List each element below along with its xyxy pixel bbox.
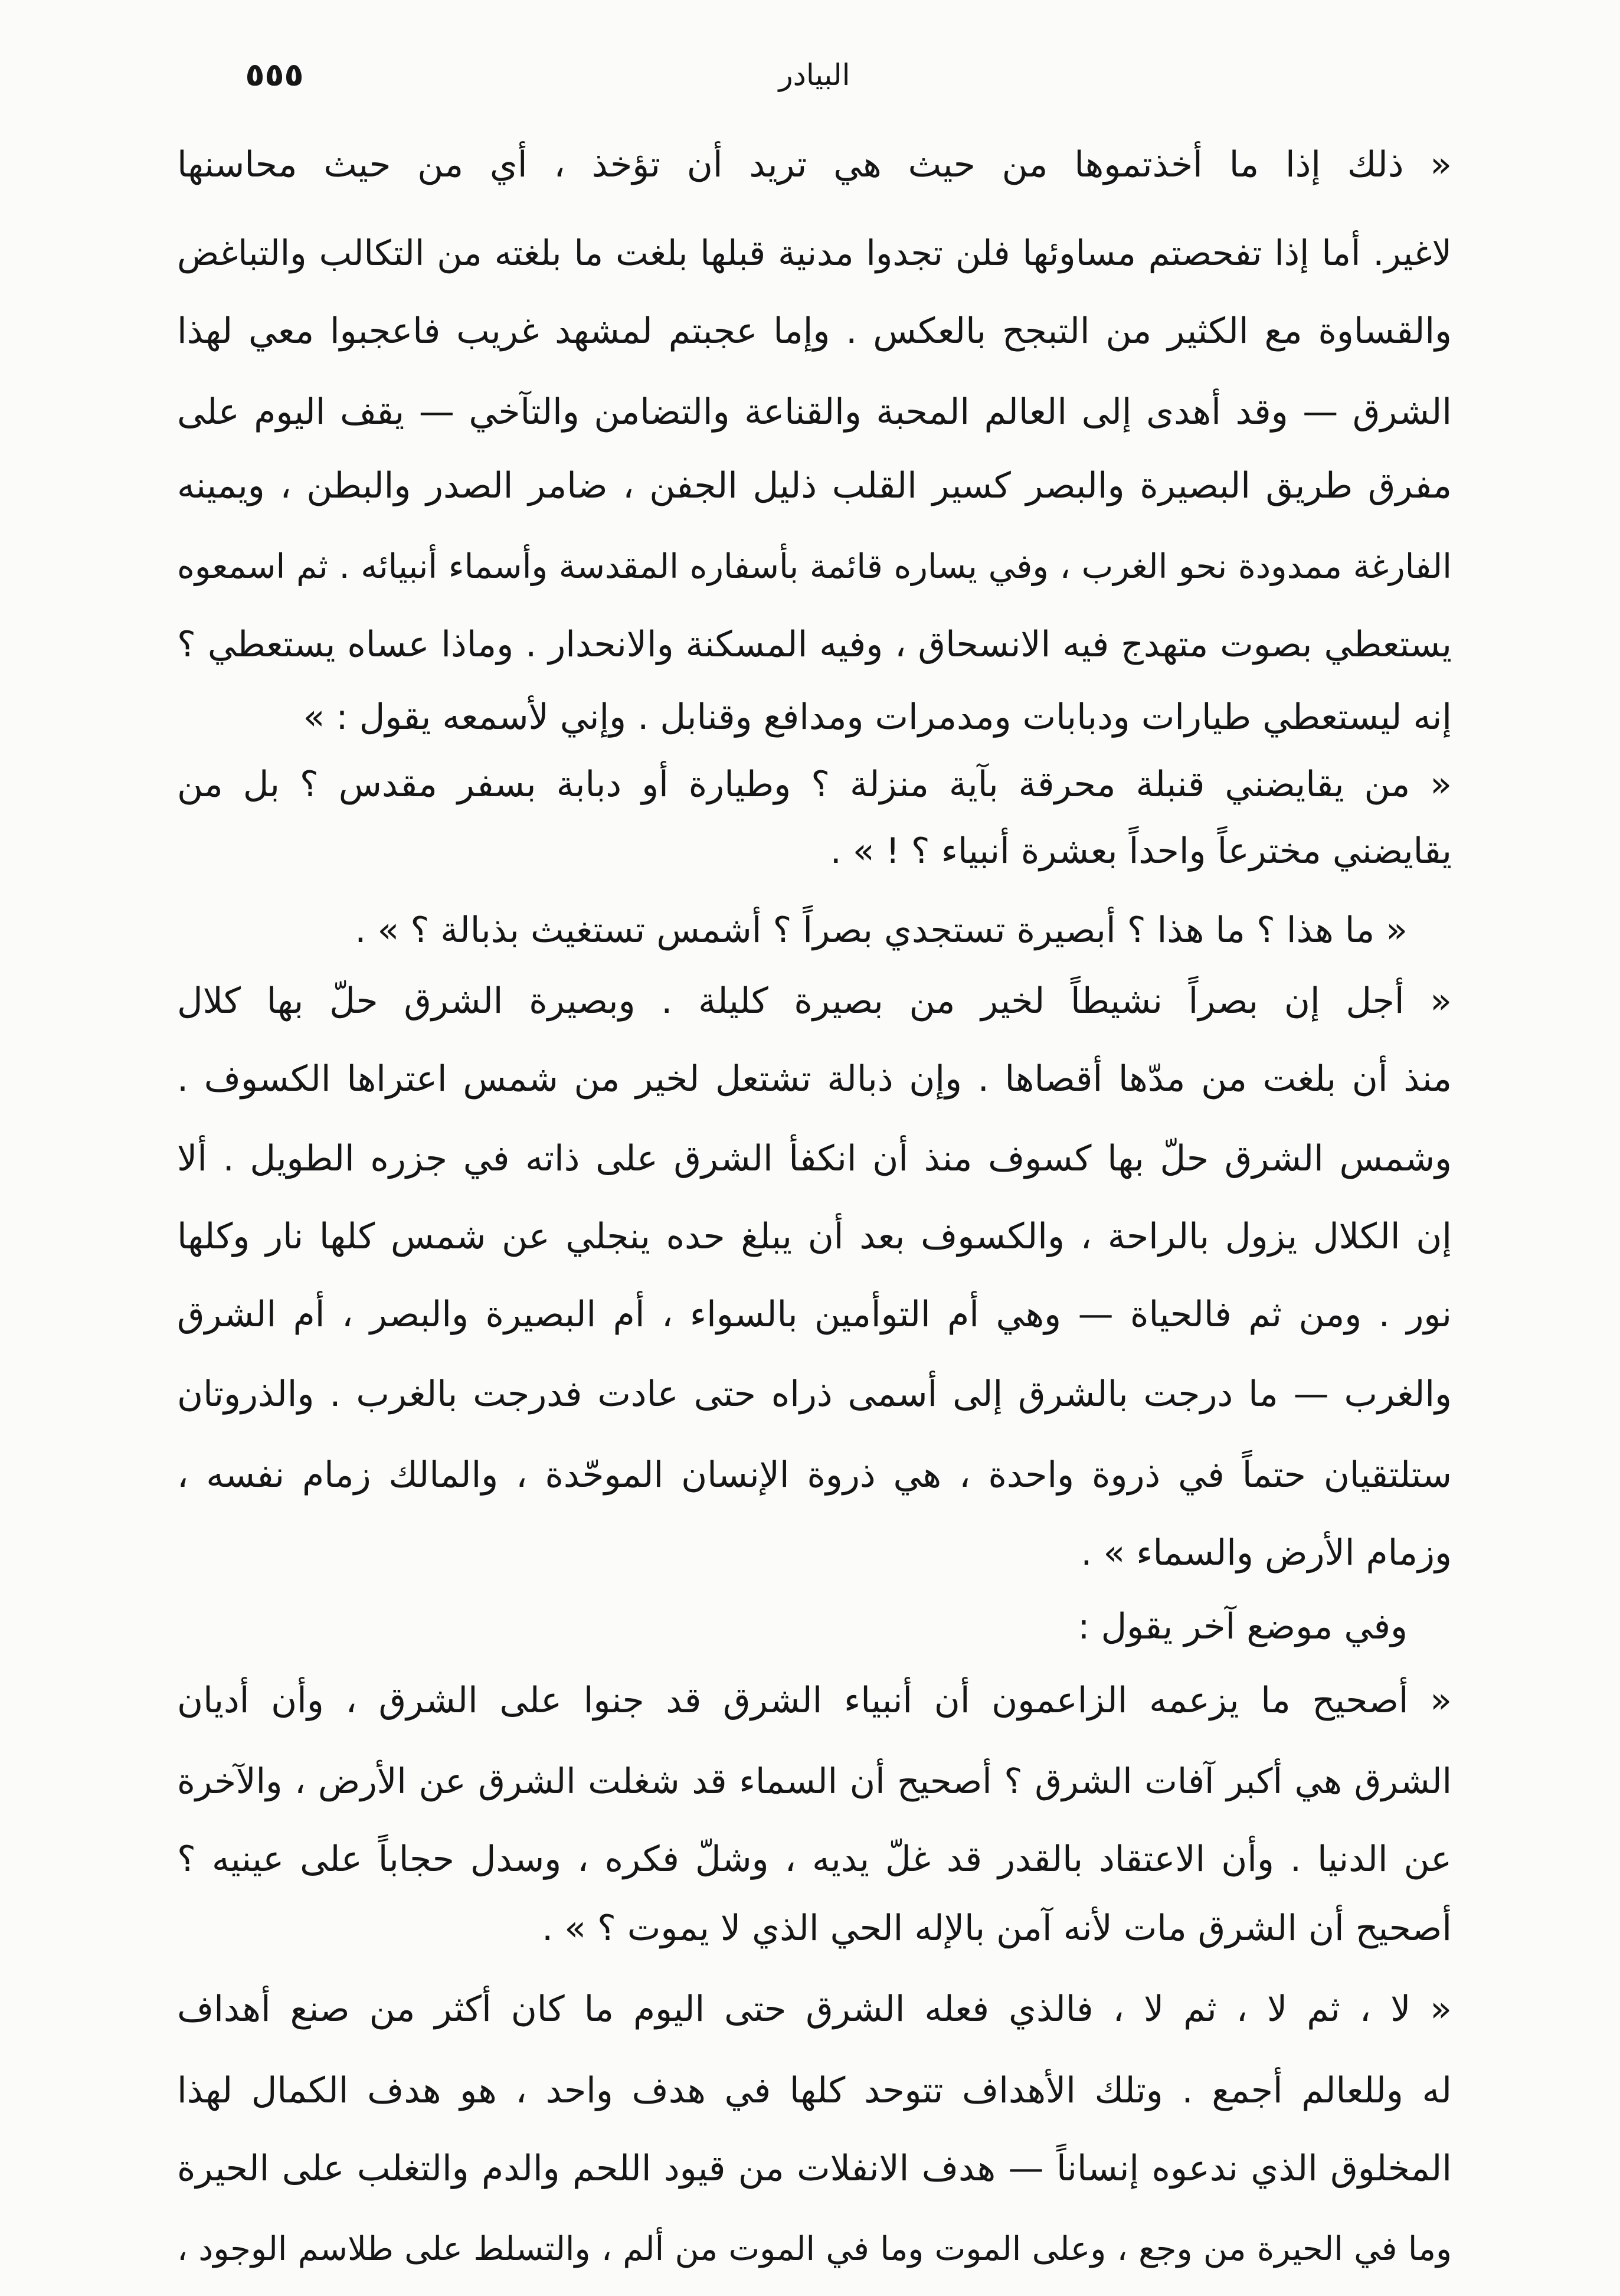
text-line: عن الدنيا . وأن الاعتقاد بالقدر قد غلّ يديه ، وشلّ فكره ، وسدل حجاباً على عينيه ؟ [177, 1839, 1452, 1880]
text-line: « ذلك إذا ما أخذتموها من حيث هي تريد أن تؤخذ ، أي من حيث محاسنها [177, 144, 1452, 185]
text-line: « أصحيح ما يزعمه الزاعمون أن أنبياء الشرق قد جنوا على الشرق ، وأن أديان [177, 1680, 1452, 1721]
text-line: ستلتقيان حتماً في ذروة واحدة ، هي ذروة الإنسان الموحّدة ، والمالك زمام نفسه ، [177, 1454, 1452, 1496]
text-line: إن الكلال يزول بالراحة ، والكسوف بعد أن يبلغ حده ينجلي عن شمس كلها نار وكلها [177, 1216, 1452, 1257]
text-line: « من يقايضني قنبلة محرقة بآية منزلة ؟ وطيارة أو دبابة بسفر مقدس ؟ بل من [177, 764, 1452, 805]
text-line: الشرق — وقد أهدى إلى العالم المحبة والقناعة والتضامن والتآخي — يقف اليوم على [177, 391, 1452, 433]
text-line: منذ أن بلغت من مدّها أقصاها . وإن ذبالة تشتعل لخير من شمس اعتراها الكسوف . [177, 1058, 1452, 1100]
text-line: المخلوق الذي ندعوه إنساناً — هدف الانفلات من قيود اللحم والدم والتغلب على الحيرة [177, 2148, 1452, 2189]
text-line: وفي موضع آخر يقول : [1078, 1606, 1408, 1647]
text-line: مفرق طريق البصيرة والبصر كسير القلب ذليل الجفن ، ضامر الصدر والبطن ، ويمينه [177, 465, 1452, 506]
text-line: إنه ليستعطي طيارات ودبابات ومدمرات ومدافع وقنابل . وإني لأسمعه يقول : » [303, 696, 1452, 738]
text-line: « لا ، ثم لا ، ثم لا ، فالذي فعله الشرق حتى اليوم ما كان أكثر من صنع أهداف [177, 1988, 1452, 2030]
text-line: الفارغة ممدودة نحو الغرب ، وفي يساره قائمة بأسفاره المقدسة وأسماء أنبيائه . ثم اسمعوه [177, 547, 1452, 586]
text-line: والغرب — ما درجت بالشرق إلى أسمى ذراه حتى عادت فدرجت بالغرب . والذروتان [177, 1373, 1452, 1415]
text-line: الشرق هي أكبر آفات الشرق ؟ أصحيح أن السماء قد شغلت الشرق عن الأرض ، والآخرة [177, 1761, 1452, 1801]
page-number: ٥٥٥ [245, 56, 304, 93]
text-line: « أجل إن بصراً نشيطاً لخير من بصيرة كليلة . وبصيرة الشرق حلّ بها كلال [177, 980, 1452, 1022]
text-line: والقساوة مع الكثير من التبجح بالعكس . وإما عجبتم لمشهد غريب فاعجبوا معي لهذا [177, 310, 1452, 352]
text-line: له وللعالم أجمع . وتلك الأهداف تتوحد كلها في هدف واحد ، هو هدف الكمال لهذا [177, 2070, 1452, 2111]
text-line: وزمام الأرض والسماء » . [1081, 1532, 1452, 1574]
running-header: البيادر [778, 58, 850, 92]
text-line: نور . ومن ثم فالحياة — وهي أم التوأمين بالسواء ، أم البصيرة والبصر ، أم الشرق [177, 1294, 1452, 1335]
text-line: وشمس الشرق حلّ بها كسوف منذ أن انكفأ الشرق على ذاته في جزره الطويل . ألا [177, 1138, 1452, 1179]
text-line: يستعطي بصوت متهدج فيه الانسحاق ، وفيه المسكنة والانحدار . وماذا عساه يستعطي ؟ [177, 624, 1452, 665]
text-line: « ما هذا ؟ ما هذا ؟ أبصيرة تستجدي بصراً ؟ أشمس تستغيث بذبالة ؟ » . [355, 910, 1408, 951]
text-line: أصحيح أن الشرق مات لأنه آمن بالإله الحي الذي لا يموت ؟ » . [542, 1908, 1452, 1949]
text-line: يقايضني مخترعاً واحداً بعشرة أنبياء ؟ ! » . [830, 830, 1452, 872]
text-line: لاغير. أما إذا تفحصتم مساوئها فلن تجدوا مدنية قبلها بلغت ما بلغته من التكالب والتباغض [177, 233, 1452, 273]
text-line: وما في الحيرة من وجع ، وعلى الموت وما في الموت من ألم ، والتسلط على طلاسم الوجود ، [177, 2230, 1452, 2268]
